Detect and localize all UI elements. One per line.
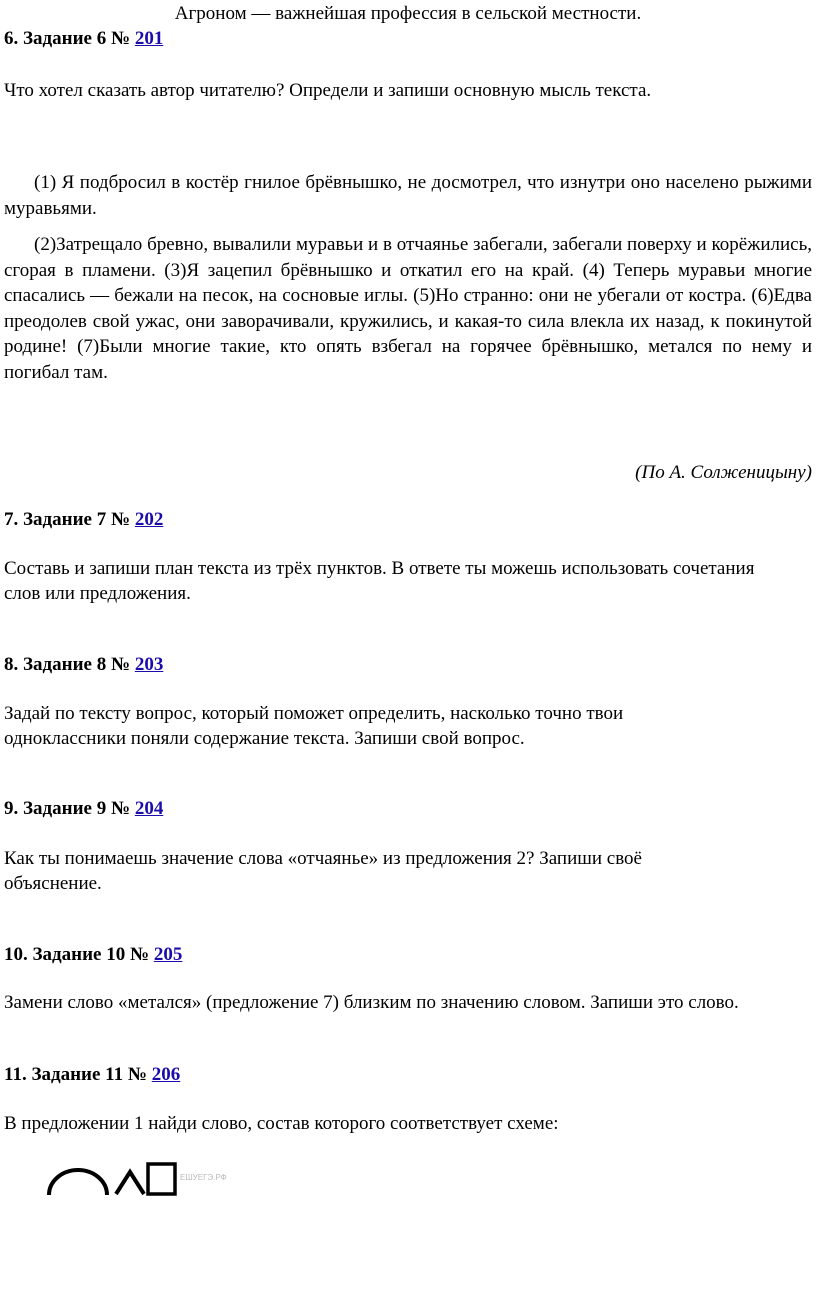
document-header: Агроном — важнейшая профессия в сельской местности. <box>174 3 642 24</box>
task-10-link[interactable]: 205 <box>153 944 183 965</box>
task-6-heading: 6. Задание 6 № 201 <box>4 28 164 49</box>
task-11-heading: 11. Задание 11 № 206 <box>4 1064 181 1085</box>
task-11-link[interactable]: 206 <box>151 1064 181 1085</box>
text-paragraph-1: (1) Я подбросил в костёр гнилое брёвнышко, не досмотрел, что изнутри оно населено рыжими муравьями. <box>4 172 812 219</box>
root-icon <box>49 1170 107 1195</box>
task-10-question: Замени слово «метался» (предложение 7) близким по значению словом. Запиши это слово. <box>4 992 739 1013</box>
task-7-link[interactable]: 202 <box>134 509 164 530</box>
schema-watermark: ЕШУЕГЭ.РФ <box>180 1173 227 1182</box>
task-10-heading: 10. Задание 10 № 205 <box>4 944 183 965</box>
task-11-question: В предложении 1 найди слово, состав которого соответствует схеме: <box>4 1113 559 1134</box>
schema-graphic <box>44 1160 244 1210</box>
ending-icon <box>148 1164 175 1194</box>
word-structure-schema <box>44 1160 244 1216</box>
task-7-heading: 7. Задание 7 № 202 <box>4 509 164 530</box>
task-8-question: Задай по тексту вопрос, который поможет определить, насколько точно твои одноклассники поняли содержание текста. Запиши свой вопрос. <box>4 703 624 749</box>
task-9-heading: 9. Задание 9 № 204 <box>4 798 164 819</box>
task-9-question: Как ты понимаешь значение слова «отчаянье» из предложения 2? Запиши своё объяснение. <box>4 848 642 894</box>
task-6-link[interactable]: 201 <box>134 28 164 49</box>
task-8-link[interactable]: 203 <box>134 654 164 675</box>
task-9-link[interactable]: 204 <box>134 798 164 819</box>
task-6-question: Что хотел сказать автор читателю? Определи и запиши основную мысль текста. <box>4 80 652 101</box>
text-paragraph-2: (2)Затрещало бревно, вывалили муравьи и в отчаянье забегали, забегали поверху и корёжились, сгорая в пламени. (3)Я зацепил брёвнышко и откатил его на край. (4) Теперь муравьи многие спасались — бежали на песок, на сосновые иглы. (5)Но странно: они не убегали от костра. (6)Едва преодолев свой ужас, они заворачивали, кружились, и какая-то сила влекла их назад, к покинутой родине! (7)Были многие такие, кто опять взбегал на горячее брёвнышко, метался по нему и погибал там. <box>4 234 812 383</box>
source-text <box>4 170 812 385</box>
task-7-question: Составь и запиши план текста из трёх пунктов. В ответе ты можешь использовать сочетания слов или предложения. <box>4 558 755 604</box>
document-page <box>4 0 812 1134</box>
task-8-heading: 8. Задание 8 № 203 <box>4 654 164 675</box>
suffix-icon <box>116 1172 144 1194</box>
text-author: (По А. Солженицыну) <box>635 462 812 483</box>
